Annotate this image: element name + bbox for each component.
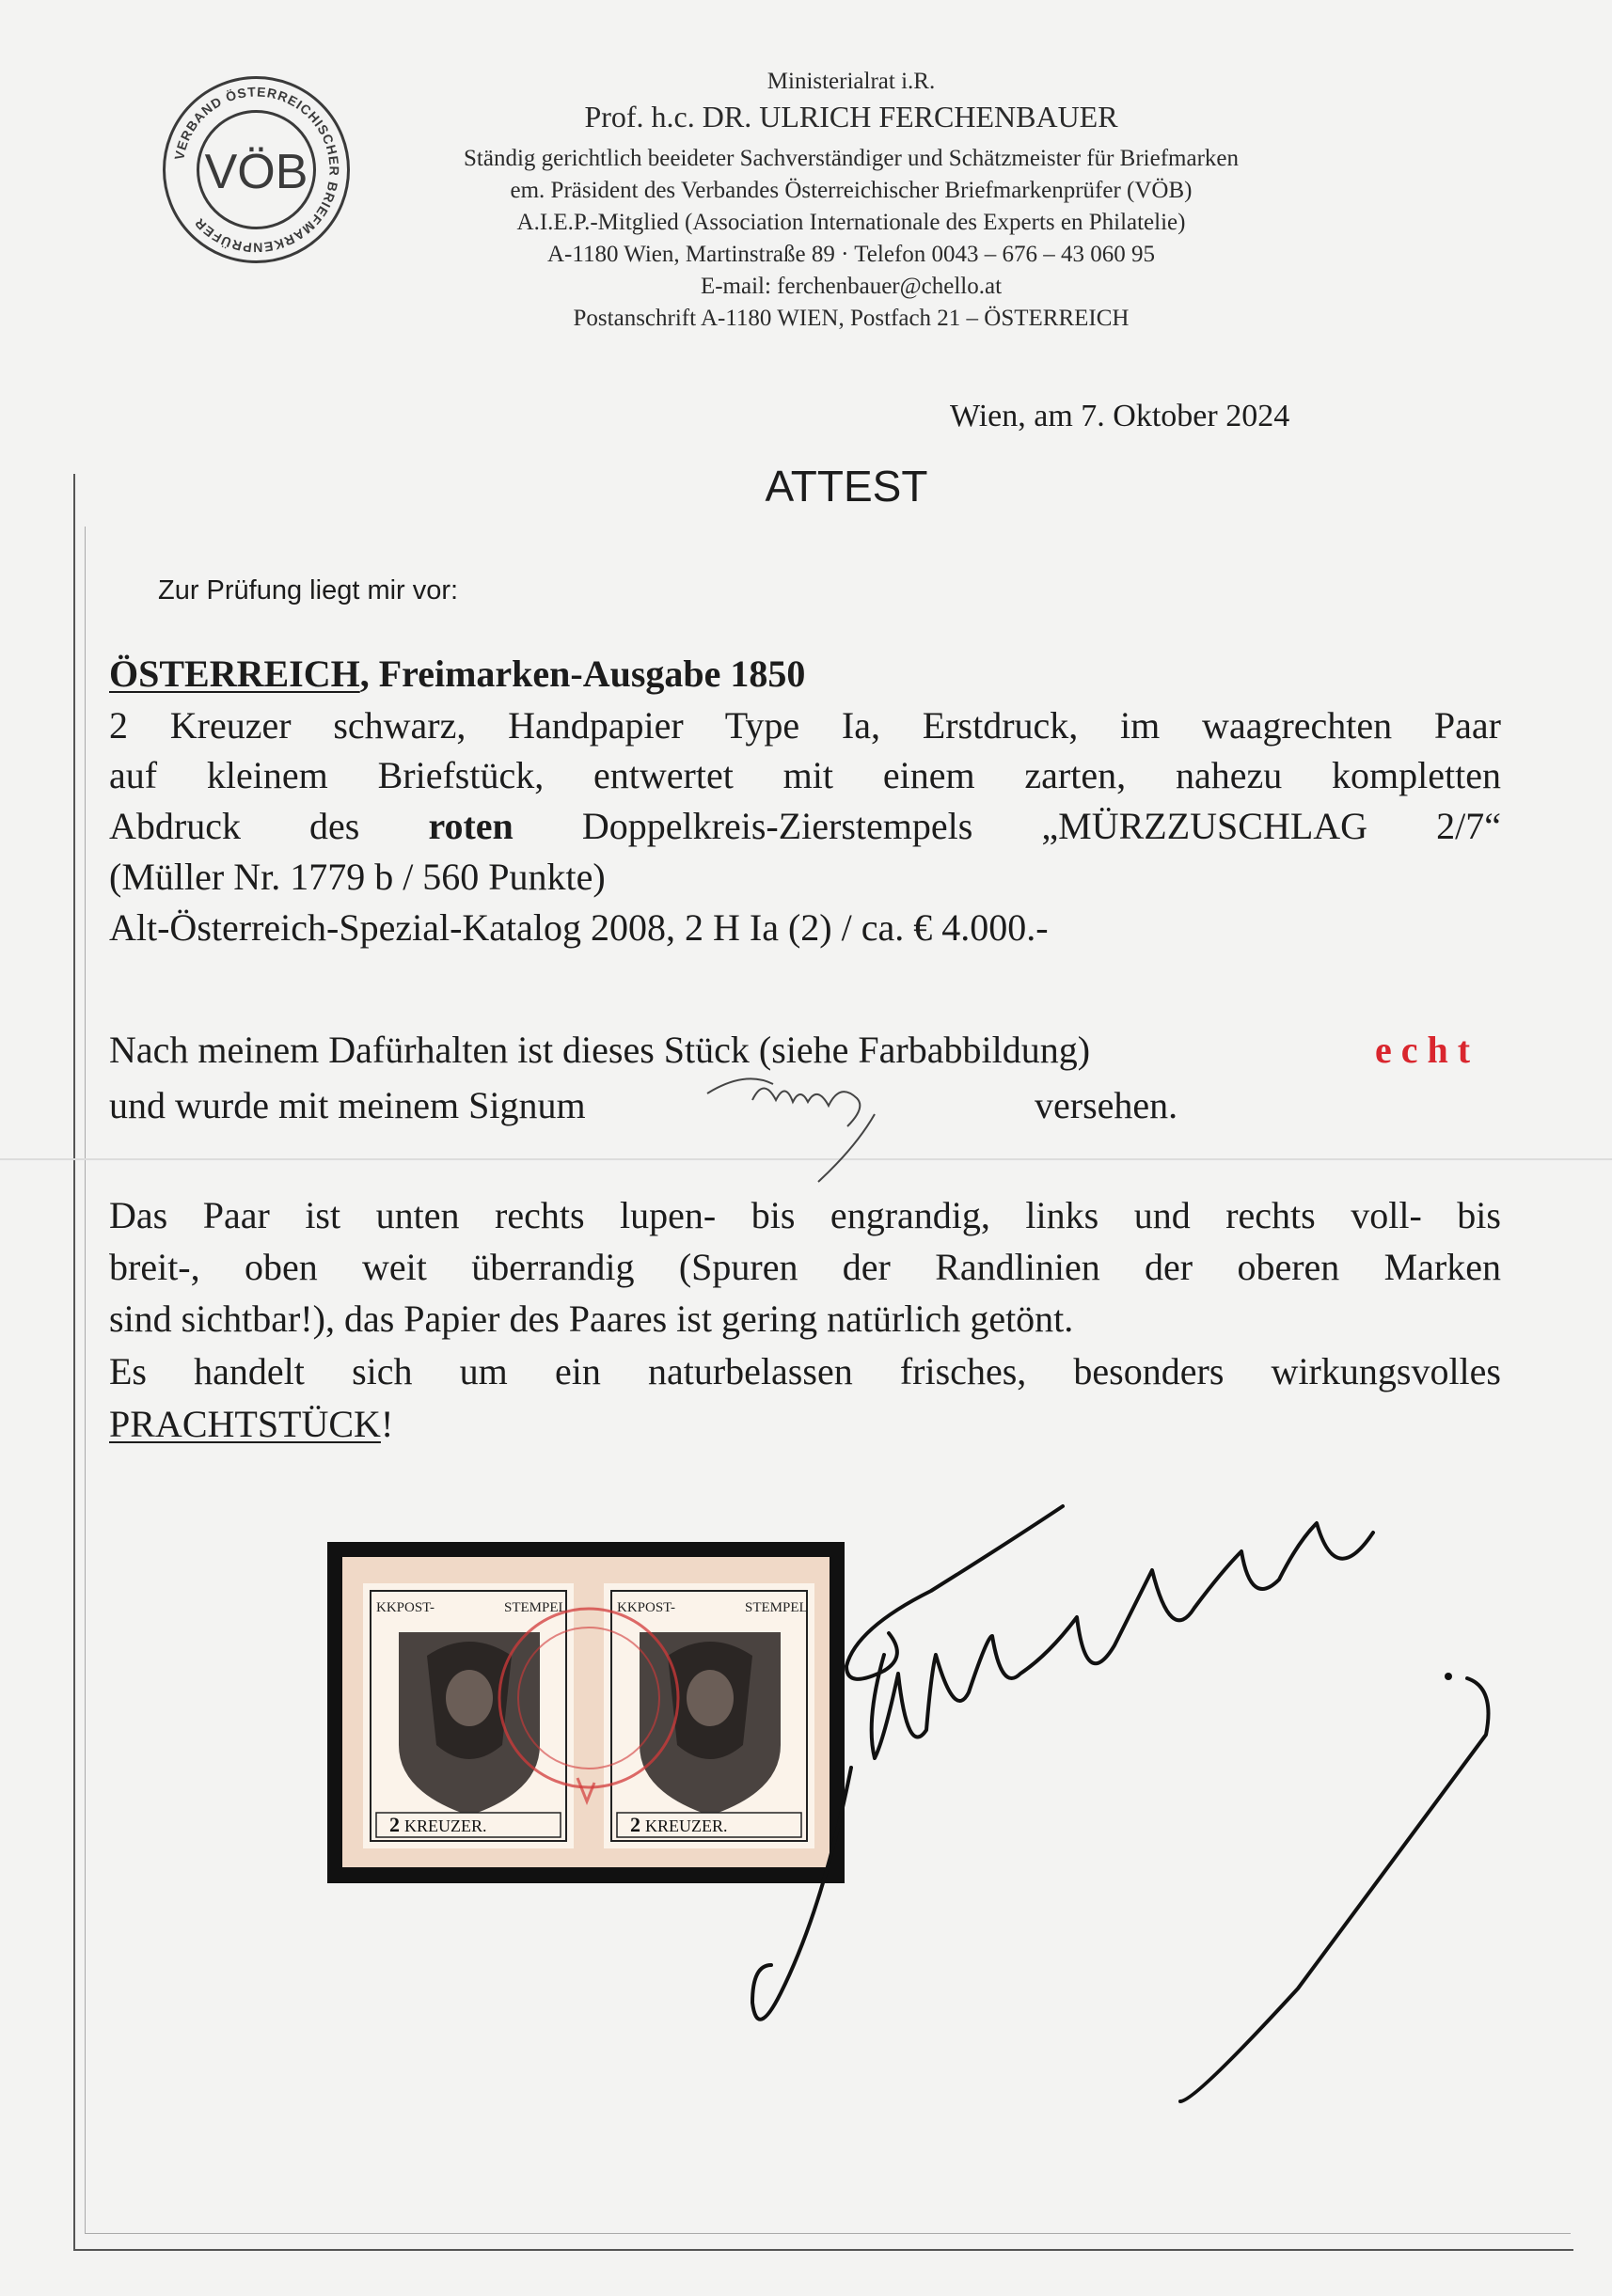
stamp-pair-image [327,1542,845,1883]
item-line-2: auf kleinem Briefstück, entwertet mit einem zarten, nahezu kompletten [109,754,1501,796]
letterhead-name: Prof. h.c. DR. ULRICH FERCHENBAUER [584,100,1118,134]
opinion-line-2-end: versehen. [1035,1084,1178,1126]
certificate-date: Wien, am 7. Oktober 2024 [950,399,1290,433]
seal-ring-text: VERBAND ÖSTERREICHISCHER BRIEFMARKENPRÜFER [171,84,342,256]
prachtstueck-label: PRACHTSTÜCK [109,1403,381,1445]
intro-text: Zur Prüfung liegt mir vor: [158,575,459,605]
letterhead-postal: Postanschrift A-1180 WIEN, Postfach 21 – ÖSTERREICH [573,306,1130,331]
stamp-left-top-right: STEMPEL [504,1600,567,1615]
stamp-left-denom: KREUZER. [404,1816,487,1835]
item-line-3: Abdruck des roten Doppelkreis-Zierstempels „MÜRZZUSCHLAG 2/7“ [109,805,1501,847]
item-heading [109,653,1501,696]
description-line-5: PRACHTSTÜCK! [109,1403,394,1445]
frame-border-inner-left [85,527,86,2233]
briefstueck-paper [342,1557,830,1867]
letterhead-line-3: Ständig gerichtlich beeideter Sachverständiger und Schätzmeister für Briefmarken [464,146,1239,171]
item-red-word: roten [428,805,514,847]
paper-fold [0,1158,1612,1160]
description-line-1: Das Paar ist unten rechts lupen- bis engrandig, links und rechts voll- bis [109,1194,1501,1236]
stamp-right-denom: KREUZER. [645,1816,728,1835]
stamp-right-value: 2 [630,1813,640,1836]
stamp-left-value: 2 [389,1813,400,1836]
large-signature [752,1506,1489,2101]
certificate-title: ATTEST [765,462,928,511]
frame-border-inner-bottom [85,2233,1571,2234]
item-line-5: Alt-Österreich-Spezial-Katalog 2008, 2 H Ia (2) / ca. € 4.000.- [109,906,1049,949]
stamp-left-top-left: KKPOST- [376,1600,435,1615]
stamp-right-top-right: STEMPEL [745,1600,808,1615]
item-line-1: 2 Kreuzer schwarz, Handpapier Type Ia, Erstdruck, im waagrechten Paar [109,704,1501,747]
letterhead-line-4: em. Präsident des Verbandes Österreichischer Briefmarkenprüfer (VÖB) [510,178,1193,203]
stamp-right-top-left: KKPOST- [617,1600,675,1615]
letterhead-email: E-mail: ferchenbauer@chello.at [700,274,1003,299]
frame-border-left [73,474,75,2251]
frame-border-bottom [73,2249,1573,2251]
item-issue: , Freimarken-Ausgabe 1850 [359,653,806,695]
voeb-seal [160,73,353,266]
description-line-2: breit-, oben weit überrandig (Spuren der Randlinien der oberen Marken [109,1246,1501,1288]
opinion-line-1: Nach meinem Dafürhalten ist dieses Stück (siehe Farbabbildung) [109,1029,1091,1071]
opinion-line-2: und wurde mit meinem Signum [109,1084,586,1126]
description-line-3: sind sichtbar!), das Papier des Paares ist gering natürlich getönt. [109,1297,1074,1340]
seal-center-text: VÖB [204,145,308,199]
letterhead-line-5: A.I.E.P.-Mitglied (Association Internationale des Experts en Philatelie) [516,210,1186,235]
item-line-4: (Müller Nr. 1779 b / 560 Punkte) [109,856,606,898]
description-line-4: Es handelt sich um ein naturbelassen frisches, besonders wirkungsvolles [109,1350,1501,1392]
letterhead-address: A-1180 Wien, Martinstraße 89 · Telefon 0043 – 676 – 43 060 95 [547,242,1155,267]
item-country: ÖSTERREICH [109,653,360,695]
echt-label: echt [1375,1029,1480,1071]
letterhead-title: Ministerialrat i.R. [766,69,936,94]
stamp-pair-svg [342,1557,830,1867]
